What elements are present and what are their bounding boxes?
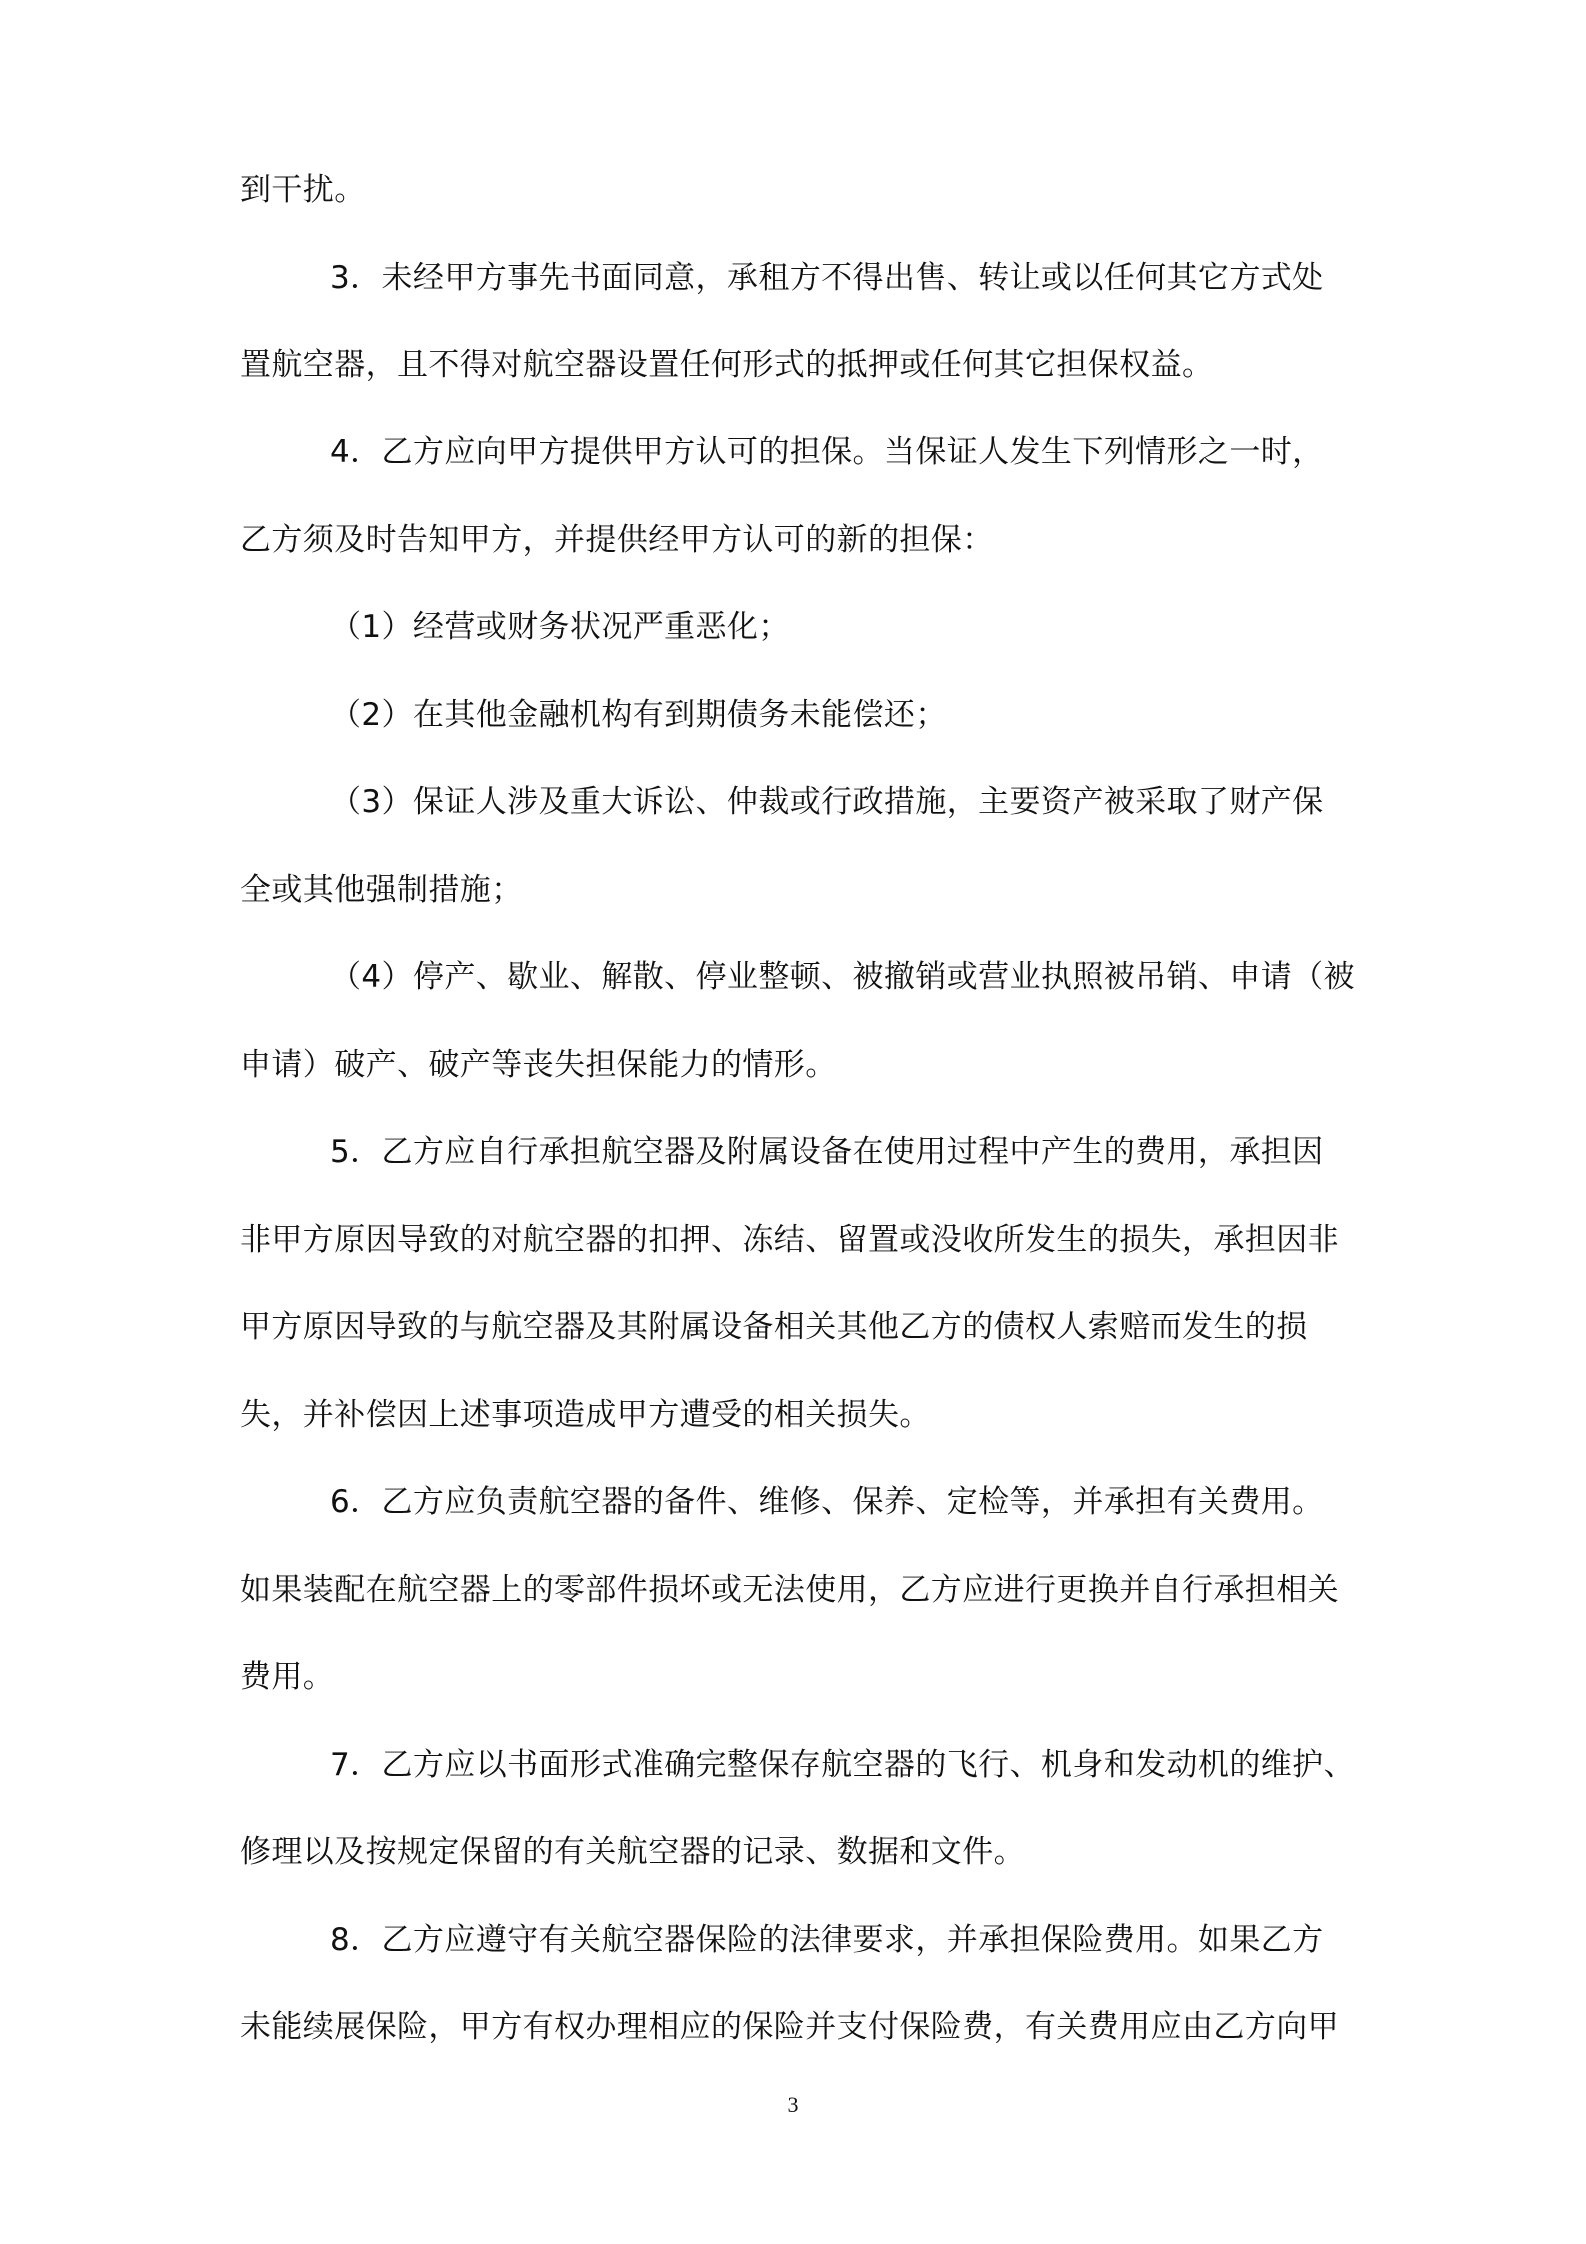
text-line: （2）在其他金融机构有到期债务未能偿还； <box>330 697 947 733</box>
text-line: 8．乙方应遵守有关航空器保险的法律要求，并承担保险费用。如果乙方 <box>330 1922 1324 1958</box>
text-line: （4）停产、歇业、解散、停业整顿、被撤销或营业执照被吊销、申请（被 <box>330 959 1355 995</box>
text-line: 置航空器，且不得对航空器设置任何形式的抵押或任何其它担保权益。 <box>240 347 1214 383</box>
text-line: 6．乙方应负责航空器的备件、维修、保养、定检等，并承担有关费用。 <box>330 1484 1324 1520</box>
text-line: 非甲方原因导致的对航空器的扣押、冻结、留置或没收所发生的损失，承担因非 <box>240 1222 1339 1258</box>
text-line: 全或其他强制措施； <box>240 872 523 908</box>
text-line: 甲方原因导致的与航空器及其附属设备相关其他乙方的债权人索赔而发生的损 <box>240 1309 1308 1345</box>
text-line: 修理以及按规定保留的有关航空器的记录、数据和文件。 <box>240 1834 1025 1870</box>
text-line: 3．未经甲方事先书面同意，承租方不得出售、转让或以任何其它方式处 <box>330 260 1324 296</box>
text-line: 乙方须及时告知甲方，并提供经甲方认可的新的担保： <box>240 522 994 558</box>
text-line: 5．乙方应自行承担航空器及附属设备在使用过程中产生的费用，承担因 <box>330 1134 1324 1170</box>
text-line: 未能续展保险，甲方有权办理相应的保险并支付保险费，有关费用应由乙方向甲 <box>240 2009 1339 2045</box>
text-line: 7．乙方应以书面形式准确完整保存航空器的飞行、机身和发动机的维护、 <box>330 1747 1355 1783</box>
text-line: 4．乙方应向甲方提供甲方认可的担保。当保证人发生下列情形之一时， <box>330 434 1324 470</box>
text-line: 申请）破产、破产等丧失担保能力的情形。 <box>240 1047 837 1083</box>
text-line: 费用。 <box>240 1659 335 1695</box>
text-line: 到干扰。 <box>240 172 366 208</box>
text-line: （1）经营或财务状况严重恶化； <box>330 609 790 645</box>
text-line: 如果装配在航空器上的零部件损坏或无法使用，乙方应进行更换并自行承担相关 <box>240 1572 1339 1608</box>
text-line: 失，并补偿因上述事项造成甲方遭受的相关损失。 <box>240 1397 931 1433</box>
text-line: （3）保证人涉及重大诉讼、仲裁或行政措施，主要资产被采取了财产保 <box>330 784 1324 820</box>
page-number: 3 <box>787 2092 799 2117</box>
